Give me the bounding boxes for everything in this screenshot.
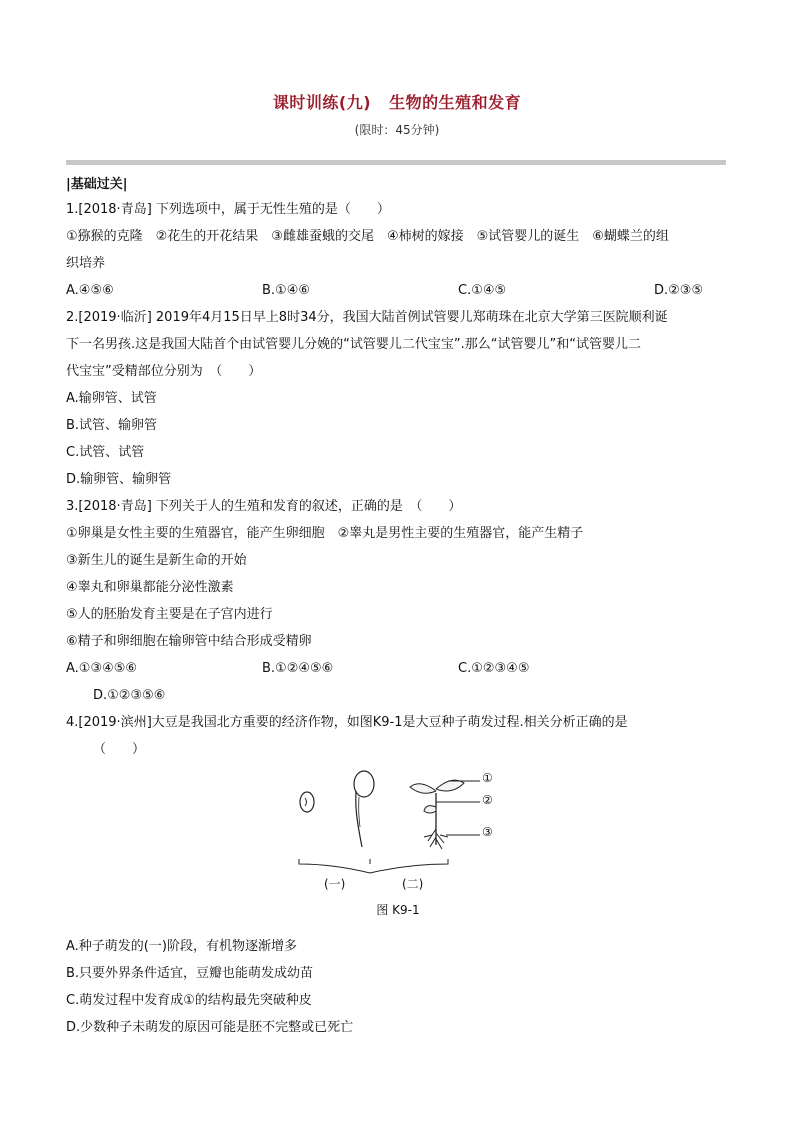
statement: ③新生儿的诞生是新生命的开始 [66,553,247,568]
option-row [66,655,730,682]
marker-2: ② [482,793,493,807]
option-a: A.④⑤⑥ [66,283,114,298]
option-d: D.输卵管、输卵管 [66,472,172,487]
question-stem: 4.[2019·滨州]大豆是我国北方重要的经济作物，如图K9-1是大豆种子萌发过程.相关分析正确的是 [66,715,628,730]
question-items: ①猕猴的克隆 ②花生的开花结果 ③雌雄蚕蛾的交尾 ④柿树的嫁接 ⑤试管婴儿的诞生 ⑥蝴蝶兰的组 [66,229,669,244]
option-c: C.①②③④⑤ [458,661,530,676]
statement: ⑤人的胚胎发育主要是在子宫内进行 [66,607,273,622]
question-stem: 2.[2019·临沂] 2019年4月15日早上8时34分，我国大陆首例试管婴儿郑萌珠在北京大学第三医院顺利诞 [66,310,668,325]
option-d: D.少数种子未萌发的原因可能是胚不完整或已死亡 [66,1020,354,1035]
marker-1: ① [482,771,493,785]
question-stem: 下一名男孩.这是我国大陆首个由试管婴儿分娩的“试管婴儿二代宝宝”.那么“试管婴儿”和“试管婴儿二 [66,337,641,352]
stage-1-label: (一) [324,877,346,891]
leaf-left-drawing [410,784,436,793]
statement: ④睾丸和卵巢都能分泌性激素 [66,580,234,595]
germinating-seed-drawing [354,771,374,797]
radicle-inner-line [359,797,360,827]
option-c: C.①④⑤ [458,283,507,298]
marker-3: ③ [482,825,493,839]
option-b: B.①④⑥ [262,283,311,298]
figure-caption: 图 K9-1 [376,903,420,917]
question-stem: 代宝宝”受精部位分别为 （ ） [66,364,262,379]
section-heading: |基础过关| [66,177,128,192]
title-lesson: 课时训练(九) [272,93,372,112]
question-stem: 1.[2018·青岛] 下列选项中，属于无性生殖的是（ ） [66,202,390,217]
figure-k9-1 [66,763,730,933]
hilum-mark [305,798,307,806]
option-d: D.②③⑤ [654,283,704,298]
statement: ①卵巢是女性主要的生殖器官，能产生卵细胞 ②睾丸是男性主要的生殖器官，能产生精子 [66,526,584,541]
question-2 [66,304,730,493]
question-3 [66,493,730,709]
option-row [66,277,730,304]
option-b: B.只要外界条件适宜，豆瓣也能萌发成幼苗 [66,966,314,981]
leaf-right-drawing [436,780,464,791]
question-stem: 3.[2018·青岛] 下列关于人的生殖和发育的叙述，正确的是 （ ） [66,499,462,514]
question-4 [66,709,730,1041]
option-d: D.①②③⑤⑥ [93,688,166,703]
stage-2-label: (二) [402,877,424,891]
question-items: 织培养 [66,256,106,271]
option-a: A.输卵管、试管 [66,391,157,406]
time-limit: (限时：45分钟) [354,123,440,137]
option-a: A.种子萌发的(一)阶段，有机物逐渐增多 [66,939,297,954]
answer-blank: （ ） [93,742,146,757]
option-b: B.试管、输卵管 [66,418,158,433]
statement: ⑥精子和卵细胞在输卵管中结合形成受精卵 [66,634,312,649]
header-divider [66,160,726,165]
option-a: A.①③④⑤⑥ [66,661,138,676]
page-title [0,90,794,113]
title-topic: 生物的生殖和发育 [389,93,522,112]
question-list [66,174,730,1041]
option-c: C.试管、试管 [66,445,145,460]
cotyledon-drawing [424,806,436,813]
option-c: C.萌发过程中发育成①的结构最先突破种皮 [66,993,312,1008]
stage-bracket [299,859,448,873]
question-1 [66,196,730,304]
option-b: B.①②④⑤⑥ [262,661,334,676]
